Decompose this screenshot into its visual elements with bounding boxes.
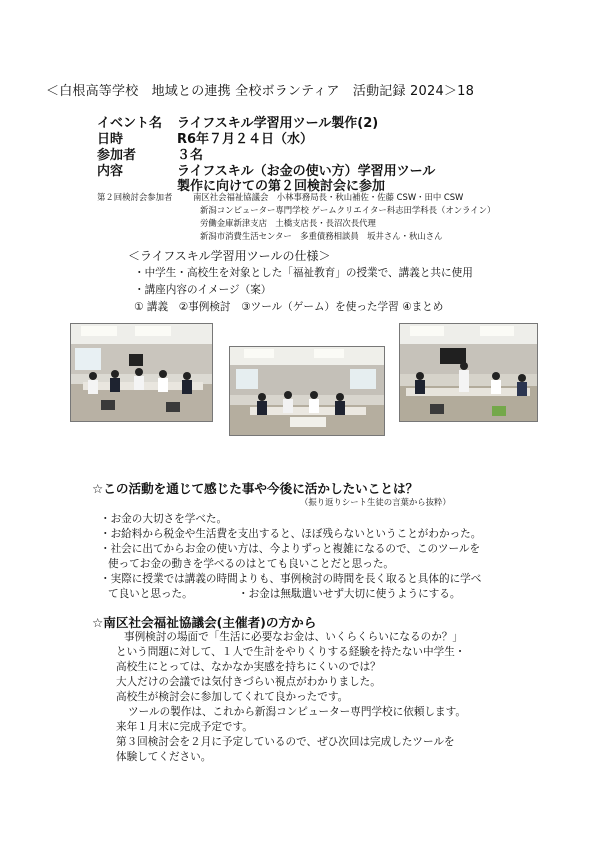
info-value: ライフスキル学習用ツール製作(2) <box>177 116 379 131</box>
reflection-line: ・お金は無駄遣いせず大切に使うようにする。 <box>238 588 461 600</box>
meeting-photo <box>399 323 538 422</box>
reflection-line: 使ってお金の動きを学べるのはとても良いことだと思った。 <box>108 558 395 570</box>
info-label: イベント名 <box>97 116 163 131</box>
organizer-line: ツールの製作は、これから新潟コンピューター専門学校に依頼します。 <box>128 706 466 718</box>
reflection-note: （振り返りシート生徒の言葉から抜粋） <box>300 497 451 507</box>
organizer-line: 大人だけの会議では気付きづらい視点がわかりました。 <box>116 676 381 688</box>
participants-label: 第２回検討会参加者 <box>97 192 173 202</box>
organizer-line: 体験してください。 <box>116 751 212 763</box>
meeting-photo-image <box>400 324 537 421</box>
participant-line: 新潟コンピューター専門学校 ゲームクリエイター科志田学科長（オンライン） <box>200 205 496 215</box>
reflection-heading: ☆この活動を通じて感じた事や今後に活かしたいことは？ <box>92 481 419 496</box>
organizer-line: 来年１月末に完成予定です。 <box>116 721 253 733</box>
info-value: R6年７月２４日（水） <box>177 132 314 147</box>
info-value: 製作に向けての第２回検討会に参加 <box>177 179 386 194</box>
page-title: ＜白根高等学校 地域との連携 全校ボランティア 活動記録 2024＞18 <box>46 84 475 99</box>
reflection-line: ・社会に出てからお金の使い方は、今よりずっと複雑になるので、このツールを <box>100 543 481 555</box>
info-label: 内容 <box>97 164 124 179</box>
info-label: 日時 <box>97 132 124 147</box>
organizer-heading: ☆南区社会福祉協議会(主催者)の方から <box>92 615 317 630</box>
organizer-line: 事例検討の場面で「生活に必要なお金は、いくらくらいになるのか？」 <box>124 631 463 643</box>
spec-line: ・中学生・高校生を対象とした「福祉教育」の授業で、講義と共に使用 <box>134 267 473 279</box>
organizer-line: 第３回検討会を２月に予定しているので、ぜひ次回は完成したツールを <box>116 736 455 748</box>
participant-line: 南区社会福祉協議会 小林事務局長・秋山補佐・佐藤 CSW・田中 CSW <box>193 192 464 202</box>
spec-line: ・講座内容のイメージ（案） <box>134 284 272 296</box>
organizer-line: 高校生が検討会に参加してくれて良かったです。 <box>116 691 349 703</box>
participant-line: 労働金庫新津支店 土橋支店長・長沼次長代理 <box>200 218 376 228</box>
info-label: 参加者 <box>97 148 137 163</box>
meeting-photo-image <box>71 324 212 421</box>
reflection-line: ・お金の大切さを学べた。 <box>100 513 228 525</box>
reflection-line: て良いと思った。 <box>108 588 193 600</box>
organizer-line: 高校生にとっては、なかなか実感を持ちにくいのでは？ <box>116 661 381 673</box>
meeting-photo-image <box>230 347 384 435</box>
meeting-photo <box>229 346 385 436</box>
info-value: ３名 <box>177 148 204 163</box>
meeting-photo <box>70 323 213 422</box>
participant-line: 新潟市消費生活センター 多重債務相談員 坂井さん・秋山さん <box>200 231 443 241</box>
organizer-line: という問題に対して、１人で生計をやりくりする経験を持たない中学生・ <box>116 646 466 658</box>
reflection-line: ・実際に授業では講義の時間よりも、事例検討の時間を長く取ると具体的に学べ <box>100 573 482 585</box>
info-value: ライフスキル（お金の使い方）学習用ツール <box>177 164 436 179</box>
reflection-line: ・お給料から税金や生活費を支出すると、ほぼ残らないということがわかった。 <box>100 528 482 540</box>
spec-heading: ＜ライフスキル学習用ツールの仕様＞ <box>128 249 331 263</box>
spec-line: ① 講義 ②事例検討 ③ツール（ゲーム）を使った学習 ④まとめ <box>134 301 444 313</box>
